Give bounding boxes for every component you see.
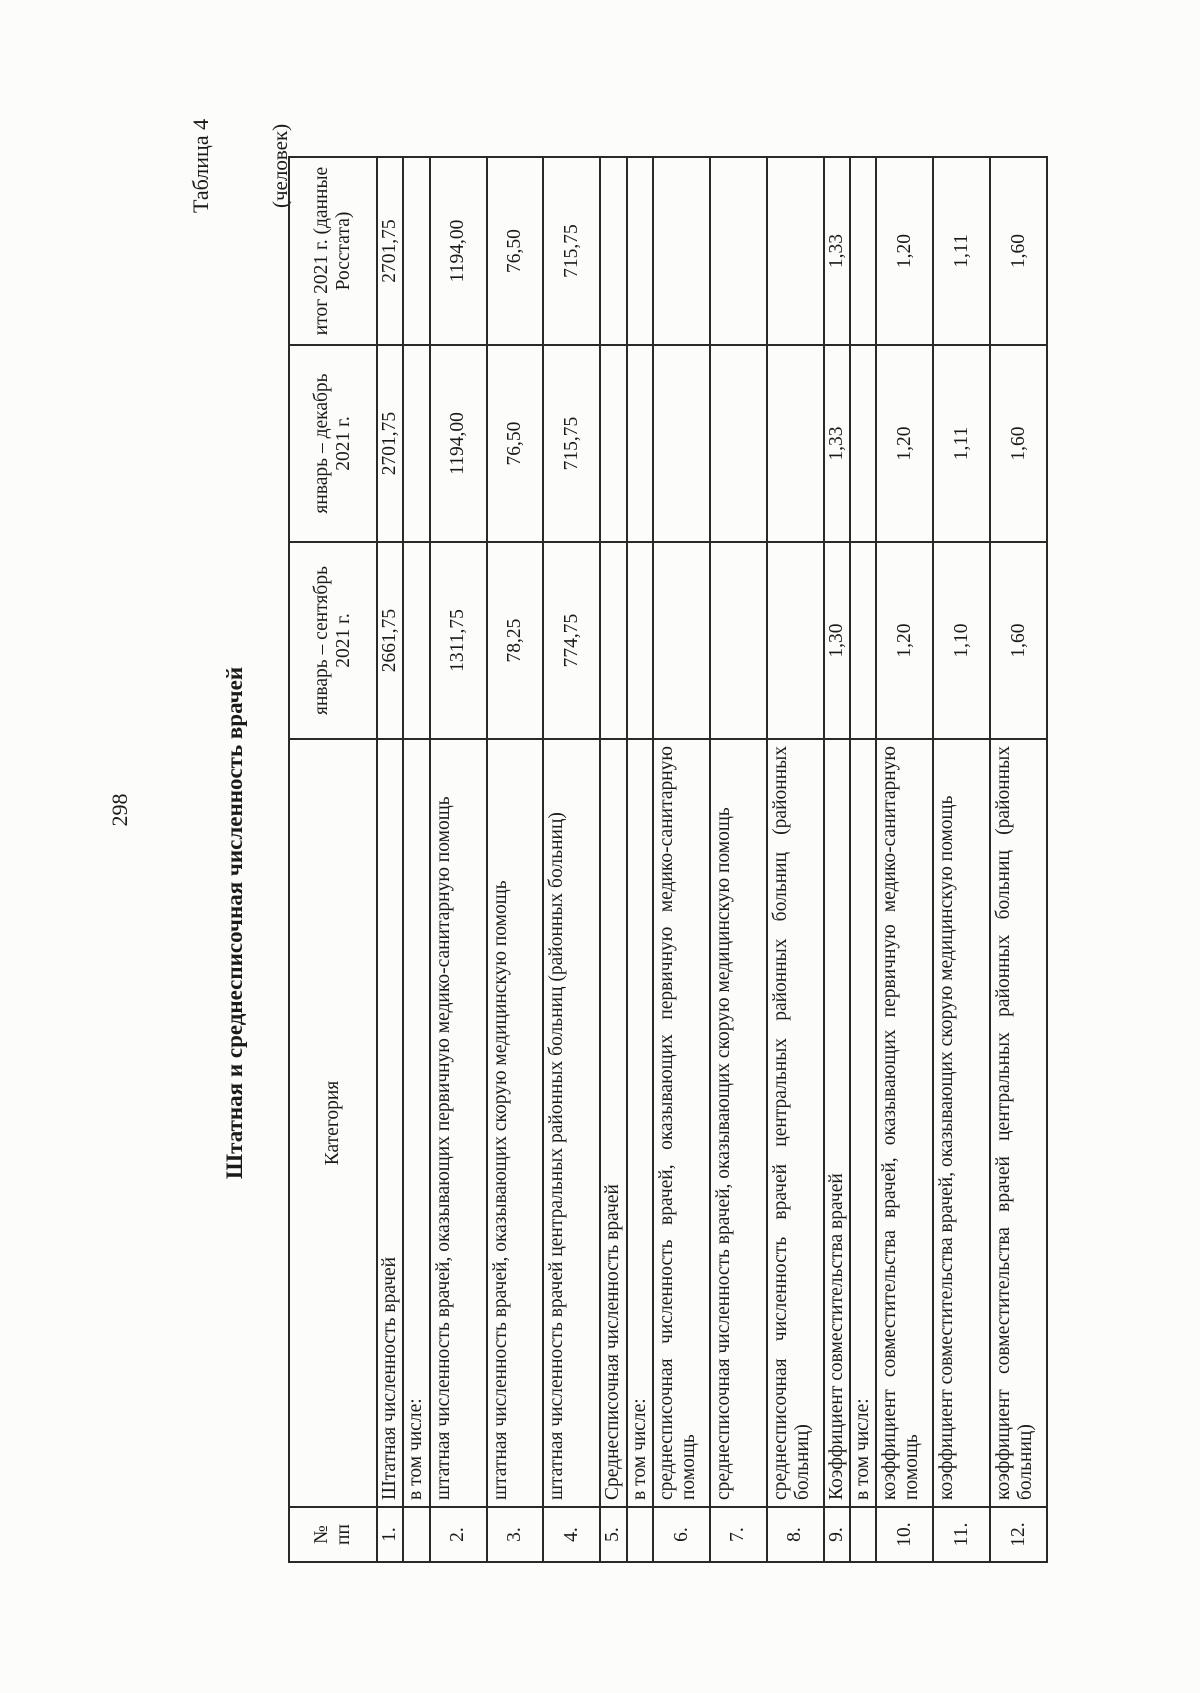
row-category: в том числе: xyxy=(403,739,429,1507)
row-number: 8. xyxy=(767,1507,824,1562)
row-value-jan-dec: 1,60 xyxy=(990,345,1047,542)
row-value-total xyxy=(627,157,653,345)
row-category: Среднесписочная численность врачей xyxy=(600,739,626,1507)
row-value-total xyxy=(600,157,626,345)
row-category: штатная численность врачей, оказывающих скорую медицинскую помощь xyxy=(487,739,544,1507)
table-row xyxy=(543,157,600,1562)
row-value-total xyxy=(403,157,429,345)
row-number: 2. xyxy=(430,1507,487,1562)
row-value-jan-dec xyxy=(710,345,767,542)
row-value-jan-sep: 1,30 xyxy=(824,542,850,739)
table-row xyxy=(876,157,933,1562)
row-value-jan-dec xyxy=(850,345,876,542)
row-value-jan-dec xyxy=(627,345,653,542)
row-number: 1. xyxy=(377,1507,403,1562)
table-header-row xyxy=(289,157,377,1562)
row-number: 12. xyxy=(990,1507,1047,1562)
table-row xyxy=(710,157,767,1562)
row-value-jan-sep xyxy=(653,542,710,739)
row-value-jan-sep xyxy=(850,542,876,739)
row-value-jan-sep xyxy=(710,542,767,739)
row-number: 11. xyxy=(933,1507,990,1562)
row-category: штатная численность врачей, оказывающих первичную медико-санитарную помощь xyxy=(430,739,487,1507)
row-value-total: 76,50 xyxy=(487,157,544,345)
row-value-jan-sep xyxy=(767,542,824,739)
table-row xyxy=(653,157,710,1562)
row-value-total xyxy=(850,157,876,345)
table-row xyxy=(990,157,1047,1562)
row-value-jan-sep: 1311,75 xyxy=(430,542,487,739)
row-value-jan-dec xyxy=(653,345,710,542)
table-row xyxy=(850,157,876,1562)
row-value-total xyxy=(767,157,824,345)
table-row xyxy=(487,157,544,1562)
row-value-jan-dec: 1194,00 xyxy=(430,345,487,542)
row-value-jan-sep xyxy=(600,542,626,739)
row-number: 10. xyxy=(876,1507,933,1562)
row-value-jan-sep: 2661,75 xyxy=(377,542,403,739)
row-value-jan-sep: 78,25 xyxy=(487,542,544,739)
row-number: 7. xyxy=(710,1507,767,1562)
row-category: коэффициент совместительства врачей, оказывающих скорую медицинскую помощь xyxy=(933,739,990,1507)
table-row xyxy=(430,157,487,1562)
table-row xyxy=(767,157,824,1562)
row-category: коэффициент совместительства врачей центральных районных больниц (районных больниц) xyxy=(990,739,1047,1507)
row-category: среднесписочная численность врачей, оказывающих скорую медицинскую помощь xyxy=(710,739,767,1507)
row-value-jan-dec: 1,20 xyxy=(876,345,933,542)
table-row xyxy=(377,157,403,1562)
row-value-total xyxy=(653,157,710,345)
row-value-jan-sep xyxy=(403,542,429,739)
table-row xyxy=(627,157,653,1562)
row-category: среднесписочная численность врачей центральных районных больниц (районных больниц) xyxy=(767,739,824,1507)
row-value-jan-dec: 1,33 xyxy=(824,345,850,542)
table-caption: Таблица 4 xyxy=(188,118,213,213)
page-number: 298 xyxy=(107,793,132,827)
row-value-jan-dec: 76,50 xyxy=(487,345,544,542)
row-number: 5. xyxy=(600,1507,626,1562)
row-category: в том числе: xyxy=(627,739,653,1507)
row-value-total: 2701,75 xyxy=(377,157,403,345)
row-value-jan-sep: 1,20 xyxy=(876,542,933,739)
row-value-total: 1,11 xyxy=(933,157,990,345)
header-total-2021-rosstat: итог 2021 г. (данные Росстата) xyxy=(289,157,377,345)
row-value-total: 1,60 xyxy=(990,157,1047,345)
table-row xyxy=(403,157,429,1562)
header-jan-sep-2021: январь – сентябрь 2021 г. xyxy=(289,542,377,739)
row-category: Коэффициент совместительства врачей xyxy=(824,739,850,1507)
table-row xyxy=(933,157,990,1562)
row-number: 6. xyxy=(653,1507,710,1562)
row-value-jan-dec xyxy=(403,345,429,542)
row-value-jan-dec xyxy=(767,345,824,542)
row-value-total xyxy=(710,157,767,345)
row-number: 4. xyxy=(543,1507,600,1562)
row-value-total: 1,20 xyxy=(876,157,933,345)
table-row xyxy=(824,157,850,1562)
header-category: Категория xyxy=(289,739,377,1507)
header-num: № пп xyxy=(289,1507,377,1562)
staffing-table xyxy=(288,156,1048,1563)
row-category: штатная численность врачей центральных районных больниц (районных больниц) xyxy=(543,739,600,1507)
row-value-total: 715,75 xyxy=(543,157,600,345)
row-category: в том числе: xyxy=(850,739,876,1507)
row-value-jan-sep: 1,10 xyxy=(933,542,990,739)
row-value-jan-dec: 2701,75 xyxy=(377,345,403,542)
row-number xyxy=(850,1507,876,1562)
row-number: 3. xyxy=(487,1507,544,1562)
row-value-jan-dec xyxy=(600,345,626,542)
row-value-jan-sep: 1,60 xyxy=(990,542,1047,739)
row-value-jan-sep: 774,75 xyxy=(543,542,600,739)
row-value-jan-dec: 715,75 xyxy=(543,345,600,542)
row-value-total: 1194,00 xyxy=(430,157,487,345)
table-row xyxy=(600,157,626,1562)
document-title: Штатная и среднесписочная численность врачей xyxy=(222,666,247,1180)
row-number xyxy=(403,1507,429,1562)
row-category: коэффициент совместительства врачей, оказывающих первичную медико-санитарную помощь xyxy=(876,739,933,1507)
row-number: 9. xyxy=(824,1507,850,1562)
row-category: среднесписочная численность врачей, оказывающих первичную медико-санитарную помощь xyxy=(653,739,710,1507)
units-note: (человек) xyxy=(268,123,292,208)
row-category: Штатная численность врачей xyxy=(377,739,403,1507)
header-jan-dec-2021: январь – декабрь 2021 г. xyxy=(289,345,377,542)
row-value-jan-dec: 1,11 xyxy=(933,345,990,542)
row-value-jan-sep xyxy=(627,542,653,739)
row-number xyxy=(627,1507,653,1562)
row-value-total: 1,33 xyxy=(824,157,850,345)
